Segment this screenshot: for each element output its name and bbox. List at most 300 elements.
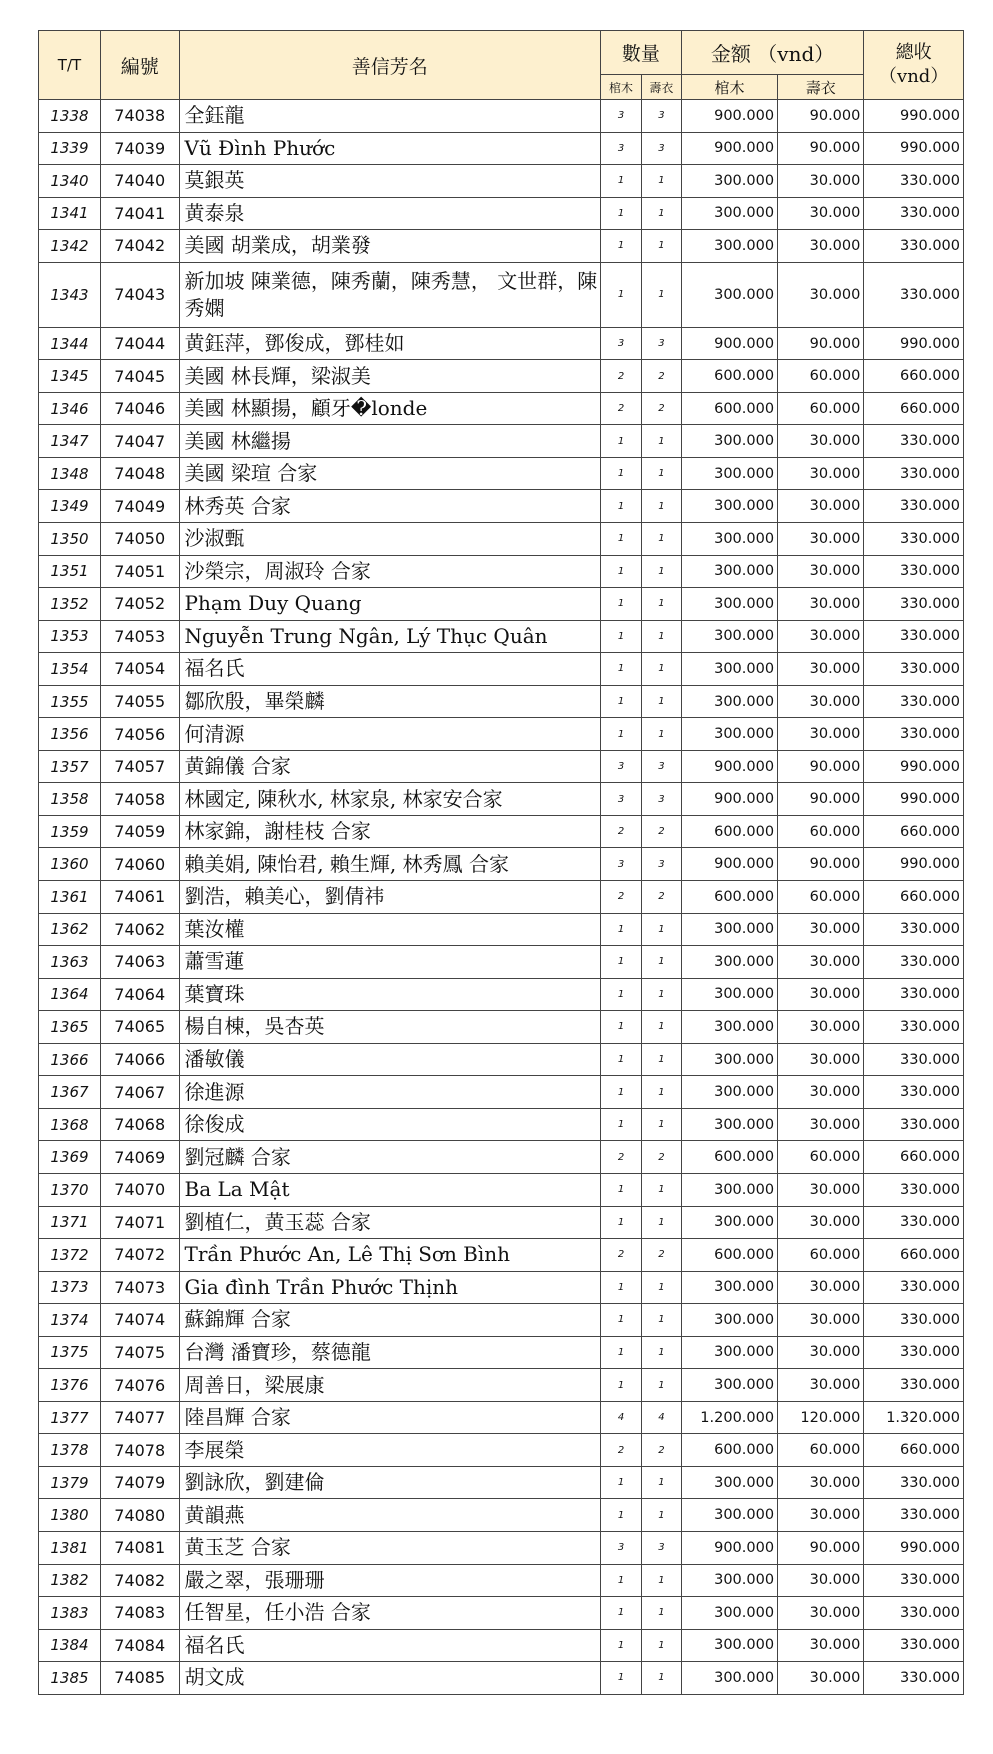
row-tt: 1347 [39, 425, 101, 458]
row-qty-coffin: 1 [601, 1206, 642, 1239]
row-code: 74071 [100, 1206, 179, 1239]
row-qty-coffin: 1 [601, 946, 642, 979]
row-total: 330.000 [864, 1597, 964, 1630]
row-qty-coffin: 3 [601, 100, 642, 133]
row-donor-name: Trần Phước An, Lê Thị Sơn Bình [179, 1239, 601, 1272]
row-tt: 1348 [39, 457, 101, 490]
table-row [39, 523, 964, 556]
row-qty-clothes: 2 [641, 1141, 681, 1174]
table-row [39, 718, 964, 751]
row-amount-coffin: 600.000 [681, 881, 777, 914]
row-donor-name: 徐俊成 [179, 1108, 601, 1141]
row-amount-coffin: 900.000 [681, 783, 777, 816]
row-tt: 1382 [39, 1564, 101, 1597]
row-qty-coffin: 1 [601, 978, 642, 1011]
row-qty-coffin: 1 [601, 457, 642, 490]
row-amount-clothes: 30.000 [778, 490, 864, 523]
row-amount-coffin: 600.000 [681, 392, 777, 425]
row-qty-clothes: 1 [641, 588, 681, 621]
row-total: 330.000 [864, 1076, 964, 1109]
row-code: 74042 [100, 230, 179, 263]
row-amount-clothes: 90.000 [778, 100, 864, 133]
row-donor-name: 黄泰泉 [179, 197, 601, 230]
row-total: 330.000 [864, 1108, 964, 1141]
row-tt: 1363 [39, 946, 101, 979]
row-qty-coffin: 4 [601, 1401, 642, 1434]
row-qty-coffin: 1 [601, 685, 642, 718]
row-amount-clothes: 60.000 [778, 1434, 864, 1467]
row-amount-clothes: 30.000 [778, 620, 864, 653]
row-qty-coffin: 1 [601, 1043, 642, 1076]
row-tt: 1344 [39, 327, 101, 360]
row-donor-name: 劉詠欣，劉建倫 [179, 1466, 601, 1499]
row-tt: 1350 [39, 523, 101, 556]
row-code: 74050 [100, 523, 179, 556]
row-amount-clothes: 30.000 [778, 1336, 864, 1369]
row-code: 74045 [100, 360, 179, 393]
row-amount-coffin: 300.000 [681, 1564, 777, 1597]
row-code: 74057 [100, 750, 179, 783]
table-row [39, 1401, 964, 1434]
row-amount-clothes: 60.000 [778, 1141, 864, 1174]
row-total: 330.000 [864, 1662, 964, 1695]
row-code: 74043 [100, 262, 179, 327]
row-total: 330.000 [864, 1629, 964, 1662]
row-tt: 1364 [39, 978, 101, 1011]
row-donor-name: 劉植仁，黄玉蕊 合家 [179, 1206, 601, 1239]
row-qty-coffin: 2 [601, 1141, 642, 1174]
row-qty-coffin: 1 [601, 1336, 642, 1369]
row-qty-clothes: 1 [641, 262, 681, 327]
row-total: 330.000 [864, 588, 964, 621]
row-code: 74044 [100, 327, 179, 360]
row-qty-clothes: 1 [641, 230, 681, 263]
row-amount-coffin: 300.000 [681, 1043, 777, 1076]
row-tt: 1380 [39, 1499, 101, 1532]
row-amount-coffin: 300.000 [681, 620, 777, 653]
row-qty-clothes: 1 [641, 1173, 681, 1206]
row-tt: 1359 [39, 815, 101, 848]
row-amount-coffin: 300.000 [681, 978, 777, 1011]
row-qty-clothes: 1 [641, 1304, 681, 1337]
table-row [39, 230, 964, 263]
row-tt: 1361 [39, 881, 101, 914]
row-tt: 1353 [39, 620, 101, 653]
row-amount-clothes: 60.000 [778, 392, 864, 425]
row-amount-clothes: 30.000 [778, 197, 864, 230]
row-donor-name: 楊自棟，吳杏英 [179, 1011, 601, 1044]
table-row [39, 946, 964, 979]
table-row [39, 132, 964, 165]
row-amount-coffin: 300.000 [681, 425, 777, 458]
row-donor-name: 鄒欣殷，畢榮麟 [179, 685, 601, 718]
row-code: 74068 [100, 1108, 179, 1141]
row-tt: 1354 [39, 653, 101, 686]
row-amount-coffin: 300.000 [681, 718, 777, 751]
row-donor-name: 賴美娟, 陳怡君, 賴生輝, 林秀鳳 合家 [179, 848, 601, 881]
row-code: 74079 [100, 1466, 179, 1499]
row-code: 74055 [100, 685, 179, 718]
row-total: 330.000 [864, 230, 964, 263]
row-code: 74076 [100, 1369, 179, 1402]
row-amount-clothes: 30.000 [778, 523, 864, 556]
row-amount-coffin: 900.000 [681, 132, 777, 165]
row-donor-name: 黄鈺萍，鄧俊成，鄧桂如 [179, 327, 601, 360]
table-row [39, 555, 964, 588]
row-qty-coffin: 1 [601, 1304, 642, 1337]
row-amount-clothes: 30.000 [778, 1662, 864, 1695]
row-donor-name: 黄玉芝 合家 [179, 1531, 601, 1564]
row-tt: 1343 [39, 262, 101, 327]
row-donor-name: 任智星，任小浩 合家 [179, 1597, 601, 1630]
table-row [39, 620, 964, 653]
row-code: 74067 [100, 1076, 179, 1109]
row-qty-clothes: 1 [641, 1271, 681, 1304]
row-qty-clothes: 1 [641, 1499, 681, 1532]
row-qty-coffin: 2 [601, 360, 642, 393]
row-tt: 1378 [39, 1434, 101, 1467]
row-total: 660.000 [864, 881, 964, 914]
table-row [39, 1304, 964, 1337]
table-row [39, 1336, 964, 1369]
header-qty-coffin: 棺木 [601, 75, 642, 100]
table-row [39, 1011, 964, 1044]
header-donor-name: 善信芳名 [179, 31, 601, 100]
row-donor-name: 李展榮 [179, 1434, 601, 1467]
row-total: 330.000 [864, 425, 964, 458]
row-amount-clothes: 90.000 [778, 848, 864, 881]
row-qty-coffin: 2 [601, 392, 642, 425]
row-qty-clothes: 1 [641, 1076, 681, 1109]
row-tt: 1367 [39, 1076, 101, 1109]
row-qty-clothes: 1 [641, 1108, 681, 1141]
row-donor-name: 福名氏 [179, 653, 601, 686]
row-code: 74061 [100, 881, 179, 914]
row-tt: 1374 [39, 1304, 101, 1337]
row-donor-name: Vũ Đình Phước [179, 132, 601, 165]
row-qty-coffin: 1 [601, 1629, 642, 1662]
row-code: 74063 [100, 946, 179, 979]
row-qty-coffin: 3 [601, 1531, 642, 1564]
row-qty-clothes: 1 [641, 490, 681, 523]
row-donor-name: 葉汝權 [179, 913, 601, 946]
row-qty-coffin: 1 [601, 1662, 642, 1695]
row-qty-clothes: 1 [641, 1043, 681, 1076]
row-amount-coffin: 300.000 [681, 490, 777, 523]
table-row [39, 1173, 964, 1206]
row-code: 74040 [100, 165, 179, 198]
row-tt: 1375 [39, 1336, 101, 1369]
row-amount-coffin: 300.000 [681, 262, 777, 327]
row-total: 330.000 [864, 946, 964, 979]
row-total: 330.000 [864, 457, 964, 490]
row-total: 660.000 [864, 815, 964, 848]
row-tt: 1373 [39, 1271, 101, 1304]
row-amount-coffin: 300.000 [681, 946, 777, 979]
table-row [39, 262, 964, 327]
table-row [39, 490, 964, 523]
row-amount-coffin: 300.000 [681, 1662, 777, 1695]
table-row [39, 913, 964, 946]
row-total: 330.000 [864, 1564, 964, 1597]
row-amount-coffin: 300.000 [681, 913, 777, 946]
table-row [39, 1141, 964, 1174]
row-code: 74081 [100, 1531, 179, 1564]
row-qty-clothes: 1 [641, 555, 681, 588]
table-row [39, 815, 964, 848]
row-qty-clothes: 2 [641, 392, 681, 425]
row-code: 74083 [100, 1597, 179, 1630]
row-tt: 1376 [39, 1369, 101, 1402]
row-amount-coffin: 300.000 [681, 1173, 777, 1206]
row-total: 660.000 [864, 1434, 964, 1467]
row-tt: 1340 [39, 165, 101, 198]
row-qty-clothes: 3 [641, 100, 681, 133]
row-donor-name: 沙榮宗，周淑玲 合家 [179, 555, 601, 588]
row-donor-name: 徐進源 [179, 1076, 601, 1109]
row-amount-clothes: 30.000 [778, 165, 864, 198]
row-amount-coffin: 300.000 [681, 1076, 777, 1109]
row-donor-name: 蘇錦輝 合家 [179, 1304, 601, 1337]
row-qty-coffin: 1 [601, 1466, 642, 1499]
row-code: 74054 [100, 653, 179, 686]
row-total: 330.000 [864, 1011, 964, 1044]
header-qty-clothes: 壽衣 [641, 75, 681, 100]
row-code: 74041 [100, 197, 179, 230]
row-code: 74064 [100, 978, 179, 1011]
table-row [39, 783, 964, 816]
row-tt: 1369 [39, 1141, 101, 1174]
table-row [39, 1466, 964, 1499]
row-total: 990.000 [864, 1531, 964, 1564]
row-total: 330.000 [864, 197, 964, 230]
row-code: 74070 [100, 1173, 179, 1206]
header-amount-clothes: 壽衣 [778, 75, 864, 100]
row-amount-coffin: 900.000 [681, 848, 777, 881]
table-row [39, 360, 964, 393]
row-qty-coffin: 2 [601, 1434, 642, 1467]
row-donor-name: 全鈺龍 [179, 100, 601, 133]
header-quantity: 數量 [601, 31, 682, 75]
row-qty-clothes: 1 [641, 718, 681, 751]
row-qty-coffin: 1 [601, 1499, 642, 1532]
row-code: 74072 [100, 1239, 179, 1272]
row-code: 74060 [100, 848, 179, 881]
row-total: 990.000 [864, 848, 964, 881]
table-row [39, 1369, 964, 1402]
row-tt: 1357 [39, 750, 101, 783]
row-qty-coffin: 3 [601, 327, 642, 360]
row-donor-name: 嚴之翠，張珊珊 [179, 1564, 601, 1597]
row-donor-name: 黄韻燕 [179, 1499, 601, 1532]
row-qty-clothes: 3 [641, 1531, 681, 1564]
row-code: 74059 [100, 815, 179, 848]
row-tt: 1358 [39, 783, 101, 816]
row-amount-coffin: 300.000 [681, 230, 777, 263]
row-amount-coffin: 300.000 [681, 1466, 777, 1499]
row-total: 330.000 [864, 555, 964, 588]
row-amount-clothes: 30.000 [778, 685, 864, 718]
table-row [39, 653, 964, 686]
row-amount-clothes: 60.000 [778, 815, 864, 848]
row-qty-clothes: 1 [641, 457, 681, 490]
row-qty-clothes: 1 [641, 1011, 681, 1044]
row-code: 74065 [100, 1011, 179, 1044]
row-total: 990.000 [864, 100, 964, 133]
row-tt: 1338 [39, 100, 101, 133]
row-qty-clothes: 1 [641, 165, 681, 198]
row-qty-clothes: 1 [641, 653, 681, 686]
row-qty-coffin: 1 [601, 1173, 642, 1206]
row-qty-clothes: 1 [641, 685, 681, 718]
row-amount-clothes: 30.000 [778, 230, 864, 263]
row-amount-coffin: 300.000 [681, 555, 777, 588]
row-qty-coffin: 1 [601, 425, 642, 458]
row-donor-name: 陸昌輝 合家 [179, 1401, 601, 1434]
row-amount-coffin: 900.000 [681, 327, 777, 360]
row-tt: 1372 [39, 1239, 101, 1272]
row-code: 74062 [100, 913, 179, 946]
row-amount-coffin: 300.000 [681, 653, 777, 686]
row-donor-name: Phạm Duy Quang [179, 588, 601, 621]
row-amount-clothes: 30.000 [778, 1271, 864, 1304]
row-amount-coffin: 300.000 [681, 1304, 777, 1337]
row-total: 330.000 [864, 1499, 964, 1532]
row-code: 74085 [100, 1662, 179, 1695]
row-amount-coffin: 300.000 [681, 1108, 777, 1141]
donation-ledger-table [38, 30, 964, 1695]
table-row [39, 197, 964, 230]
row-amount-coffin: 300.000 [681, 1271, 777, 1304]
row-total: 330.000 [864, 262, 964, 327]
row-amount-clothes: 30.000 [778, 1564, 864, 1597]
row-amount-clothes: 30.000 [778, 588, 864, 621]
table-row [39, 1239, 964, 1272]
row-amount-clothes: 30.000 [778, 1304, 864, 1337]
row-qty-coffin: 1 [601, 1076, 642, 1109]
row-donor-name: Nguyễn Trung Ngân, Lý Thục Quân [179, 620, 601, 653]
row-amount-coffin: 300.000 [681, 1011, 777, 1044]
table-row [39, 327, 964, 360]
row-donor-name: 劉冠麟 合家 [179, 1141, 601, 1174]
row-qty-clothes: 4 [641, 1401, 681, 1434]
row-donor-name: 福名氏 [179, 1629, 601, 1662]
row-total: 330.000 [864, 1304, 964, 1337]
table-row [39, 1629, 964, 1662]
row-amount-clothes: 90.000 [778, 327, 864, 360]
row-total: 990.000 [864, 327, 964, 360]
row-code: 74069 [100, 1141, 179, 1174]
row-amount-clothes: 30.000 [778, 1629, 864, 1662]
row-amount-coffin: 600.000 [681, 360, 777, 393]
row-donor-name: Gia đình Trần Phước Thịnh [179, 1271, 601, 1304]
row-tt: 1356 [39, 718, 101, 751]
row-qty-clothes: 3 [641, 132, 681, 165]
row-total: 330.000 [864, 1369, 964, 1402]
row-tt: 1381 [39, 1531, 101, 1564]
header-amount-coffin: 棺木 [681, 75, 777, 100]
row-tt: 1349 [39, 490, 101, 523]
row-qty-clothes: 1 [641, 1564, 681, 1597]
row-code: 74051 [100, 555, 179, 588]
table-row [39, 1076, 964, 1109]
row-qty-clothes: 3 [641, 848, 681, 881]
row-tt: 1345 [39, 360, 101, 393]
row-code: 74074 [100, 1304, 179, 1337]
row-total: 330.000 [864, 1206, 964, 1239]
row-qty-coffin: 1 [601, 1271, 642, 1304]
row-total: 330.000 [864, 1271, 964, 1304]
row-amount-clothes: 30.000 [778, 1011, 864, 1044]
table-row [39, 457, 964, 490]
row-donor-name: 林秀英 合家 [179, 490, 601, 523]
row-amount-clothes: 60.000 [778, 1239, 864, 1272]
row-qty-coffin: 1 [601, 230, 642, 263]
row-code: 74052 [100, 588, 179, 621]
row-tt: 1351 [39, 555, 101, 588]
row-qty-coffin: 1 [601, 1564, 642, 1597]
row-total: 330.000 [864, 620, 964, 653]
table-row [39, 1597, 964, 1630]
row-donor-name: 美國 林長輝，梁淑美 [179, 360, 601, 393]
row-total: 990.000 [864, 132, 964, 165]
row-amount-coffin: 300.000 [681, 197, 777, 230]
row-amount-coffin: 300.000 [681, 457, 777, 490]
table-row [39, 881, 964, 914]
row-total: 330.000 [864, 685, 964, 718]
row-amount-coffin: 300.000 [681, 1369, 777, 1402]
row-amount-clothes: 30.000 [778, 1369, 864, 1402]
row-total: 330.000 [864, 523, 964, 556]
row-amount-coffin: 300.000 [681, 1206, 777, 1239]
row-tt: 1355 [39, 685, 101, 718]
row-qty-clothes: 2 [641, 881, 681, 914]
row-code: 74075 [100, 1336, 179, 1369]
row-qty-coffin: 1 [601, 165, 642, 198]
row-donor-name: 莫銀英 [179, 165, 601, 198]
row-amount-coffin: 300.000 [681, 588, 777, 621]
row-donor-name: 美國 胡業成，胡業發 [179, 230, 601, 263]
row-tt: 1339 [39, 132, 101, 165]
row-total: 330.000 [864, 1173, 964, 1206]
row-donor-name: 胡文成 [179, 1662, 601, 1695]
row-qty-coffin: 2 [601, 881, 642, 914]
row-amount-coffin: 600.000 [681, 1141, 777, 1174]
row-total: 660.000 [864, 1141, 964, 1174]
row-code: 74046 [100, 392, 179, 425]
row-qty-coffin: 3 [601, 848, 642, 881]
row-qty-clothes: 2 [641, 1434, 681, 1467]
row-amount-clothes: 30.000 [778, 1466, 864, 1499]
row-qty-coffin: 1 [601, 555, 642, 588]
row-qty-clothes: 2 [641, 360, 681, 393]
row-total: 660.000 [864, 360, 964, 393]
row-qty-coffin: 1 [601, 718, 642, 751]
header-tt: T/T [39, 31, 101, 100]
row-tt: 1341 [39, 197, 101, 230]
row-total: 660.000 [864, 392, 964, 425]
row-amount-clothes: 30.000 [778, 1499, 864, 1532]
row-amount-clothes: 60.000 [778, 881, 864, 914]
table-row [39, 1434, 964, 1467]
row-tt: 1342 [39, 230, 101, 263]
row-qty-coffin: 1 [601, 620, 642, 653]
row-total: 330.000 [864, 490, 964, 523]
row-amount-clothes: 90.000 [778, 1531, 864, 1564]
table-row [39, 425, 964, 458]
row-qty-coffin: 1 [601, 262, 642, 327]
row-donor-name: 黄錦儀 合家 [179, 750, 601, 783]
